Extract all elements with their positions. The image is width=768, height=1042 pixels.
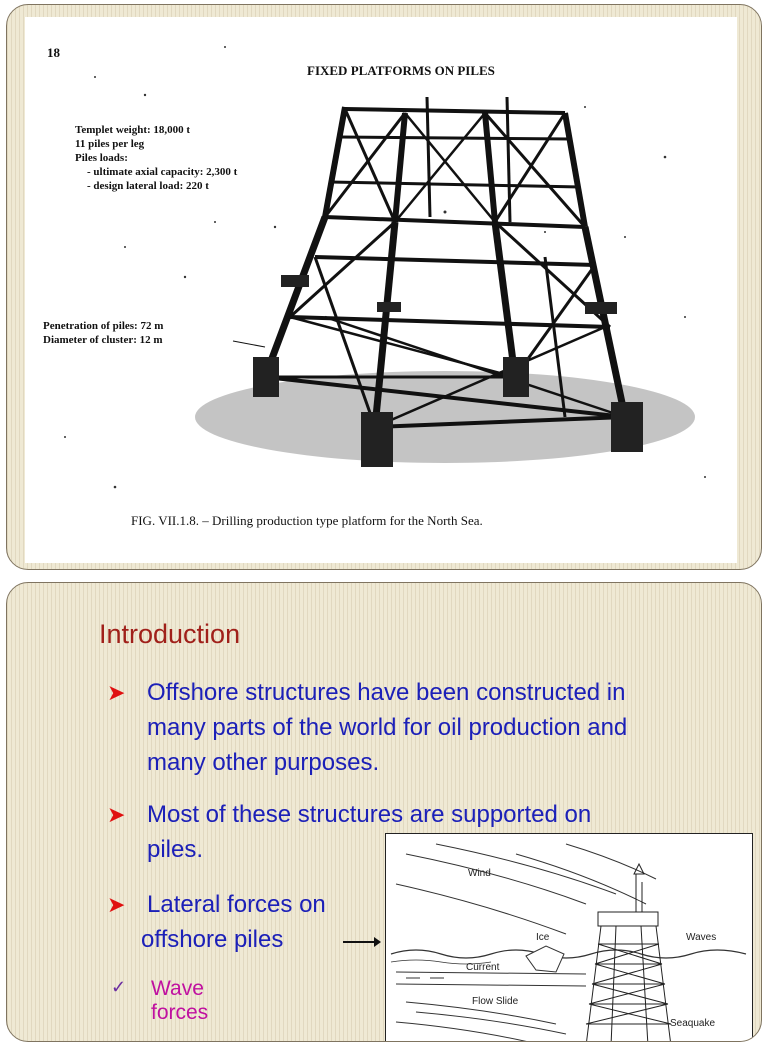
arrow-bullet-icon: ➤ xyxy=(107,892,126,917)
bullet-1-line-2: many parts of the world for oil production and xyxy=(147,714,628,741)
slide-2 xyxy=(6,582,762,1042)
bullet-1-line-3: many other purposes. xyxy=(147,749,380,776)
label-wind: Wind xyxy=(468,868,491,879)
slide-1 xyxy=(6,4,762,570)
check-icon: ✓ xyxy=(111,977,127,997)
spec-line-2: Piles loads: xyxy=(75,152,128,164)
arrow-bullet-icon: ➤ xyxy=(107,680,126,705)
subbullet-1-text: Wave forces xyxy=(151,977,209,1024)
label-ice: Ice xyxy=(536,932,550,943)
figure-title: FIXED PLATFORMS ON PILES xyxy=(307,63,495,78)
figure-caption: FIG. VII.1.8. – Drilling production type platform for the North Sea. xyxy=(131,513,483,528)
label-current: Current xyxy=(466,962,500,973)
diameter-label: Diameter of cluster: 12 m xyxy=(43,334,163,346)
slide-heading: Introduction xyxy=(99,619,241,649)
bullet-3-line-2: offshore piles xyxy=(141,926,284,953)
bullet-1-line-1: Offshore structures have been constructed in xyxy=(147,679,626,706)
label-seaquake: Seaquake xyxy=(670,1018,716,1029)
spec-line-0: Templet weight: 18,000 t xyxy=(75,124,191,136)
platform-drawing xyxy=(25,17,737,563)
spec-line-4: - design lateral load: 220 t xyxy=(87,180,209,192)
offshore-forces-figure xyxy=(385,833,753,1042)
bullet-2-line-2: piles. xyxy=(147,836,204,863)
page-number: 18 xyxy=(47,45,60,60)
forces-sketch xyxy=(386,834,752,1042)
sketch-platform xyxy=(586,864,671,1042)
spec-line-1: 11 piles per leg xyxy=(75,138,145,150)
spec-line-3: - ultimate axial capacity: 2,300 t xyxy=(87,166,238,178)
bullet-3-line-1: Lateral forces on xyxy=(147,891,326,918)
penetration-label: Penetration of piles: 72 m xyxy=(43,320,164,332)
bullet-2-line-1: Most of these structures are supported on xyxy=(147,801,592,828)
scanned-figure xyxy=(25,17,737,563)
pointer-arrow-icon xyxy=(343,941,379,943)
arrow-bullet-icon: ➤ xyxy=(107,802,126,827)
label-flow-slide: Flow Slide xyxy=(472,996,519,1007)
label-waves: Waves xyxy=(686,932,717,943)
